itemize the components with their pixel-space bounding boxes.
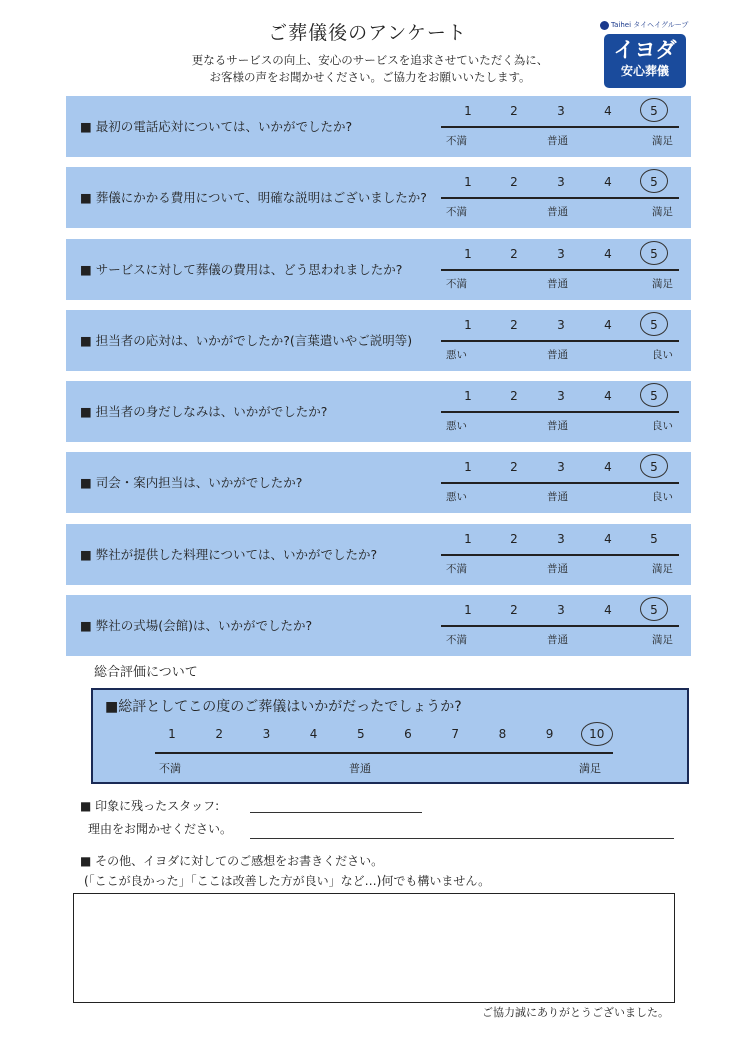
rating-option[interactable]: 4 — [604, 247, 612, 261]
rating-option[interactable]: 3 — [557, 104, 565, 118]
question-text: ■ 最初の電話応対については、いかがでしたか? — [80, 119, 353, 134]
rating-mid-label: 普通 — [547, 420, 568, 432]
rating-scale — [441, 601, 679, 653]
rating-option[interactable]: 2 — [510, 247, 518, 261]
rating-low-label: 悪い — [446, 420, 467, 432]
rating-option[interactable]: 1 — [464, 532, 472, 546]
overall-low-label: 不満 — [159, 762, 181, 775]
rating-low-label: 不満 — [446, 634, 467, 646]
rating-high-label: 良い — [652, 491, 673, 503]
rating-option[interactable]: 4 — [604, 318, 612, 332]
rating-option[interactable]: 3 — [557, 175, 565, 189]
rating-option[interactable]: 3 — [557, 318, 565, 332]
rating-option[interactable]: 2 — [510, 603, 518, 617]
rating-scale — [441, 102, 679, 154]
overall-rating-option[interactable]: 4 — [309, 727, 318, 741]
group-logo — [600, 18, 690, 32]
overall-rating-option[interactable]: 9 — [545, 727, 554, 741]
rating-scale-line — [441, 554, 679, 556]
rating-mid-label: 普通 — [547, 349, 568, 361]
rating-option[interactable]: 5 — [650, 318, 658, 332]
rating-scale-line — [441, 197, 679, 199]
rating-option[interactable]: 1 — [464, 104, 472, 118]
rating-high-label: 良い — [652, 420, 673, 432]
rating-mid-label: 普通 — [547, 491, 568, 503]
question-text: ■ 担当者の身だしなみは、いかがでしたか? — [80, 404, 328, 419]
intro-line-2: お客様の声をお聞かせください。ご協力をお願いいたします。 — [209, 70, 531, 84]
selected-rating-circle — [640, 169, 668, 193]
rating-scale — [441, 245, 679, 297]
page-title: ご葬儀後のアンケート — [268, 22, 467, 44]
rating-low-label: 不満 — [446, 135, 467, 147]
taihei-mark-icon — [600, 21, 609, 30]
rating-option[interactable]: 1 — [464, 460, 472, 474]
intro-line-1: 更なるサービスの向上、安心のサービスを追求させていただく為に、 — [191, 53, 549, 67]
rating-option[interactable]: 3 — [557, 532, 565, 546]
rating-scale — [441, 316, 679, 368]
rating-option[interactable]: 5 — [650, 603, 658, 617]
question-text: ■ 担当者の応対は、いかがでしたか?(言葉遣いやご説明等) — [80, 333, 413, 348]
rating-option[interactable]: 3 — [557, 247, 565, 261]
rating-option[interactable]: 3 — [557, 389, 565, 403]
question-row — [66, 167, 691, 228]
overall-rating-option[interactable]: 3 — [262, 727, 271, 741]
brand-subtitle: 安心葬儀 — [620, 64, 669, 78]
rating-high-label: 良い — [652, 349, 673, 361]
rating-scale-line — [441, 269, 679, 271]
overall-high-label: 満足 — [579, 762, 601, 775]
staff-answer-line[interactable] — [250, 812, 422, 813]
rating-option[interactable]: 3 — [557, 460, 565, 474]
overall-scale-line — [155, 752, 613, 754]
rating-scale — [441, 173, 679, 225]
staff-label: ■ 印象に残ったスタッフ: — [80, 799, 220, 813]
question-text: ■ 司会・案内担当は、いかがでしたか? — [80, 475, 303, 490]
rating-option[interactable]: 4 — [604, 532, 612, 546]
rating-option[interactable]: 2 — [510, 532, 518, 546]
rating-scale — [441, 458, 679, 510]
rating-scale-line — [441, 126, 679, 128]
question-text: ■ サービスに対して葬儀の費用は、どう思われましたか? — [80, 262, 403, 277]
rating-option[interactable]: 3 — [557, 603, 565, 617]
overall-rating-option[interactable]: 8 — [498, 727, 507, 741]
selected-rating-circle — [640, 98, 668, 122]
rating-scale-line — [441, 411, 679, 413]
question-text: ■ 葬儀にかかる費用について、明確な説明はございましたか? — [80, 190, 427, 205]
selected-rating-circle — [640, 454, 668, 478]
rating-option[interactable]: 1 — [464, 175, 472, 189]
rating-low-label: 悪い — [446, 491, 467, 503]
selected-rating-circle — [640, 241, 668, 265]
overall-rating-option[interactable]: 5 — [356, 727, 365, 741]
rating-option[interactable]: 5 — [650, 389, 658, 403]
rating-high-label: 満足 — [652, 634, 673, 646]
comments-hint: (「ここが良かった」「ここは改善した方が良い」など…)何でも構いません。 — [84, 874, 491, 888]
rating-low-label: 悪い — [446, 349, 467, 361]
rating-low-label: 不満 — [446, 206, 467, 218]
rating-high-label: 満足 — [652, 206, 673, 218]
reason-label: 理由をお聞かせください。 — [88, 822, 233, 836]
overall-rating-option[interactable]: 10 — [589, 727, 605, 741]
rating-option[interactable]: 2 — [510, 389, 518, 403]
question-row — [66, 381, 691, 442]
rating-option[interactable]: 5 — [650, 175, 658, 189]
rating-option[interactable]: 1 — [464, 318, 472, 332]
overall-rating-box — [91, 688, 689, 784]
brand-name: イヨダ — [613, 38, 677, 62]
overall-rating-option[interactable]: 1 — [168, 727, 176, 741]
overall-question: ■総評としてこの度のご葬儀はいかがだったでしょうか? — [105, 699, 462, 715]
rating-option[interactable]: 2 — [510, 318, 518, 332]
thanks-message: ご協力誠にありがとうございました。 — [482, 1006, 669, 1019]
selected-rating-circle — [640, 383, 668, 407]
rating-mid-label: 普通 — [547, 278, 568, 290]
rating-low-label: 不満 — [446, 278, 467, 290]
rating-mid-label: 普通 — [547, 634, 568, 646]
overall-rating-option[interactable]: 2 — [215, 727, 223, 741]
rating-option[interactable]: 5 — [650, 104, 658, 118]
rating-mid-label: 普通 — [547, 563, 568, 575]
comments-label: ■ その他、イヨダに対してのご感想をお書きください。 — [80, 854, 384, 868]
rating-option[interactable]: 1 — [464, 389, 472, 403]
rating-option[interactable]: 2 — [510, 460, 518, 474]
selected-rating-circle — [640, 597, 668, 621]
rating-high-label: 満足 — [652, 278, 673, 290]
rating-high-label: 満足 — [652, 563, 673, 575]
rating-option[interactable]: 4 — [604, 389, 612, 403]
question-row — [66, 595, 691, 656]
question-text: ■ 弊社が提供した料理については、いかがでしたか? — [80, 547, 378, 562]
question-row — [66, 239, 691, 300]
reason-answer-line[interactable] — [250, 838, 674, 839]
selected-rating-circle — [640, 312, 668, 336]
rating-option[interactable]: 2 — [510, 175, 518, 189]
rating-option[interactable]: 1 — [464, 247, 472, 261]
rating-scale-line — [441, 625, 679, 627]
rating-option[interactable]: 5 — [650, 460, 658, 474]
group-name: Taihei タイヘイグループ — [611, 21, 689, 29]
rating-scale — [441, 387, 679, 439]
overall-section-label: 総合評価について — [94, 665, 198, 680]
comments-textarea[interactable] — [73, 893, 675, 1003]
rating-option[interactable]: 4 — [604, 460, 612, 474]
question-text: ■ 弊社の式場(会館)は、いかがでしたか? — [80, 618, 313, 633]
question-row — [66, 524, 691, 585]
company-logo — [600, 18, 690, 88]
rating-scale-line — [441, 340, 679, 342]
question-row — [66, 452, 691, 513]
brand-badge — [604, 34, 686, 88]
overall-selected-circle — [581, 722, 613, 746]
rating-option[interactable]: 4 — [604, 104, 612, 118]
question-row — [66, 310, 691, 371]
rating-option[interactable]: 2 — [510, 104, 518, 118]
overall-rating-option[interactable]: 7 — [451, 727, 459, 741]
rating-option[interactable]: 4 — [604, 603, 612, 617]
rating-option[interactable]: 4 — [604, 175, 612, 189]
rating-mid-label: 普通 — [547, 135, 568, 147]
rating-low-label: 不満 — [446, 563, 467, 575]
overall-rating-option[interactable]: 6 — [404, 727, 412, 741]
rating-option[interactable]: 1 — [464, 603, 472, 617]
rating-mid-label: 普通 — [547, 206, 568, 218]
rating-option[interactable]: 5 — [650, 247, 658, 261]
rating-scale — [441, 530, 679, 582]
question-row — [66, 96, 691, 157]
rating-scale-line — [441, 482, 679, 484]
overall-mid-label: 普通 — [349, 762, 371, 775]
rating-high-label: 満足 — [652, 135, 673, 147]
rating-option[interactable]: 5 — [650, 532, 658, 546]
